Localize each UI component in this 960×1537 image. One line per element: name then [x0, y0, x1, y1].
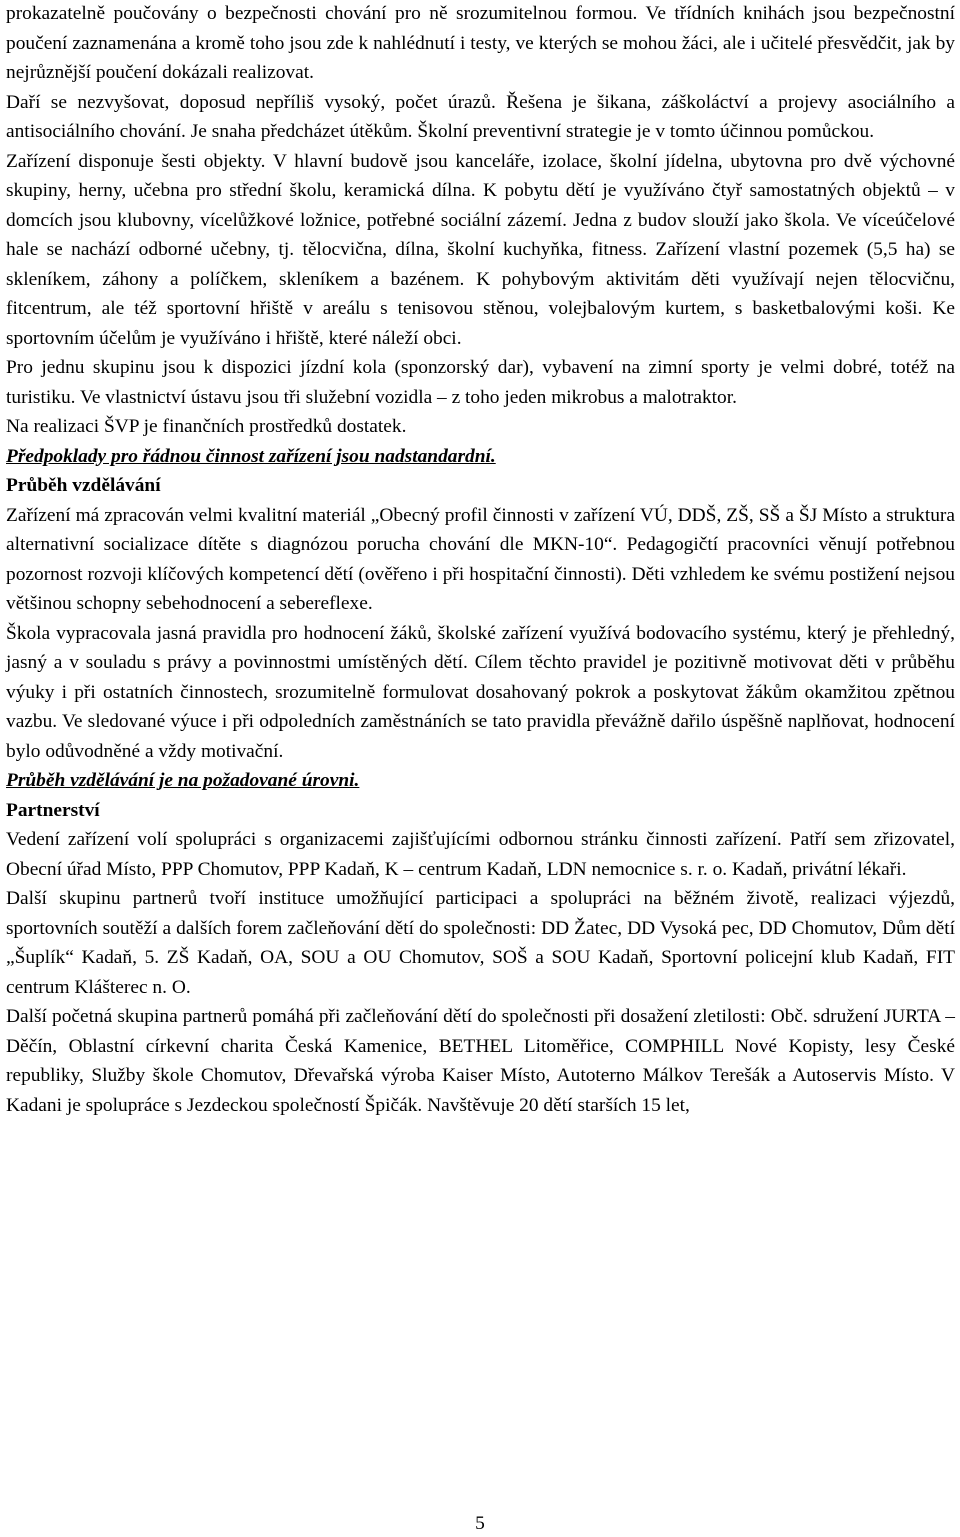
paragraph-partners-professional: Vedení zařízení volí spolupráci s organizacemi zajišťujícími odbornou stránku činnosti zařízení. Patří sem zřizovatel, Obecní úřad Místo, PPP Chomutov, PPP Kadaň, K – centrum Kadaň, LDN nemocnice s. r. o. Kadaň, privátní lékaři. — [6, 829, 955, 880]
section-heading-partnership: Partnerství — [6, 799, 100, 821]
paragraph-facility-objects: Zařízení disponuje šesti objekty. V hlavní budově jsou kanceláře, izolace, školní jídelna, ubytovna pro dvě výchovné skupiny, herny, učebna pro střední školu, keramická dílna. K pobytu dětí je využíváno čtyř samostatných objektů – v domcích jsou klubovny, vícelůžkové ložnice, potřebné sociální zázemí. Jedna z budov slouží jako škola. Ve víceúčelové hale se nachází odborné učebny, tj. tělocvična, dílna, školní kuchyňka, fitness. Zařízení vlastní pozemek (5,5 ha) se skleníkem, záhony a políčkem, skleníkem a bazénem. K pohybovým aktivitám děti využívají nejen tělocvičnu, fitcentrum, ale též sportovní hřiště v areálu s tenisovou stěnou, volejbalovým kurtem, s basketbalovými koši. Ke sportovním účelům je využíváno i hřiště, které náleží obci. — [6, 150, 955, 349]
paragraph-partners-adulthood: Další početná skupina partnerů pomáhá při začleňování dětí do společnosti při dosažení zletilosti: Obč. sdružení JURTA – Děčín, Oblastní církevní charita Česká Kamenice, BETHEL Litoměřice, COMPHILL Nové Kopisty, lesy České republiky, Služby škole Chomutov, Dřevařská výroba Kaiser Místo, Autoterno Málkov Terešák a Autoservis Místo. V Kadani je spolupráce s Jezdeckou společností Špičák. Navštěvuje 20 dětí starších 15 let, — [6, 1006, 955, 1116]
paragraph-injuries-prevention: Daří se nezvyšovat, doposud nepříliš vysoký, počet úrazů. Řešena je šikana, záškoláctví a projevy asociálního a antisociálního chování. Je snaha předcházet útěkům. Školní preventivní strategie je v tomto účinnou pomůckou. — [6, 91, 955, 142]
paragraph-partners-participation: Další skupinu partnerů tvoří instituce umožňující participaci a spolupráci na běžném životě, realizaci výjezdů, sportovních soutěží a dalších forem začleňování dětí do společnosti: DD Žatec, DD Vysoká pec, DD Chomutov, Dům dětí „Šuplík“ Kadaň, 5. ZŠ Kadaň, OA, SOU a OU Chomutov, SOŠ a SOU Kadaň, Sportovní policejní klub Kadaň, FIT centrum Klášterec n. O. — [6, 888, 955, 998]
verdict-education-process: Průběh vzdělávání je na požadované úrovni. — [6, 770, 360, 791]
paragraph-evaluation-rules: Škola vypracovala jasná pravidla pro hodnocení žáků, školské zařízení využívá bodovacího systému, který je přehledný, jasný a v souladu s právy a povinnostmi umístěných dětí. Cílem těchto pravidel je pozitivně motivovat děti v průběhu výuky i při ostatních činnostech, srozumitelně formulovat dosahovaný pokrok a poskytovat žákům okamžitou zpětnou vazbu. Ve sledované výuce i při odpoledních zaměstnáních se tato pravidla převážně dařilo úspěšně naplňovat, hodnocení bylo odůvodněné a vždy motivační. — [6, 622, 955, 762]
verdict-preconditions: Předpoklady pro řádnou činnost zařízení jsou nadstandardní. — [6, 445, 496, 467]
section-heading-education-process: Průběh vzdělávání — [6, 475, 161, 496]
page-number: 5 — [475, 1513, 485, 1534]
document-page — [6, 0, 955, 1120]
paragraph-profile-material: Zařízení má zpracován velmi kvalitní materiál „Obecný profil činnosti v zařízení VÚ, DDŠ, ZŠ, SŠ a ŠJ Místo a struktura alternativní socializace dítěte s diagnózou porucha chování dle MKN-10“. Pedagogičtí pracovníci věnují potřebnou pozornost rozvoji klíčových kompetencí dětí (ověřeno i při hospitační činnosti). Děti vzhledem ke svému postižení nejsou většinou schopny sebehodnocení a sebereflexe. — [6, 504, 955, 614]
paragraph-safety-instruction: prokazatelně poučovány o bezpečnosti chování pro ně srozumitelnou formou. Ve třídních knihách jsou bezpečnostní poučení zaznamenána a kromě toho jsou zde k nahlédnutí i testy, ve kterých se mohou žáci, ale i učitelé přesvědčit, jak by nejrůznější poučení dokázali realizovat. — [6, 3, 955, 83]
paragraph-finances: Na realizaci ŠVP je finančních prostředků dostatek. — [6, 416, 407, 437]
paragraph-equipment: Pro jednu skupinu jsou k dispozici jízdní kola (sponzorský dar), vybavení na zimní sporty je velmi dobré, totéž na turistiku. Ve vlastnictví ústavu jsou tři služební vozidla – z toho jeden mikrobus a malotraktor. — [6, 357, 955, 408]
